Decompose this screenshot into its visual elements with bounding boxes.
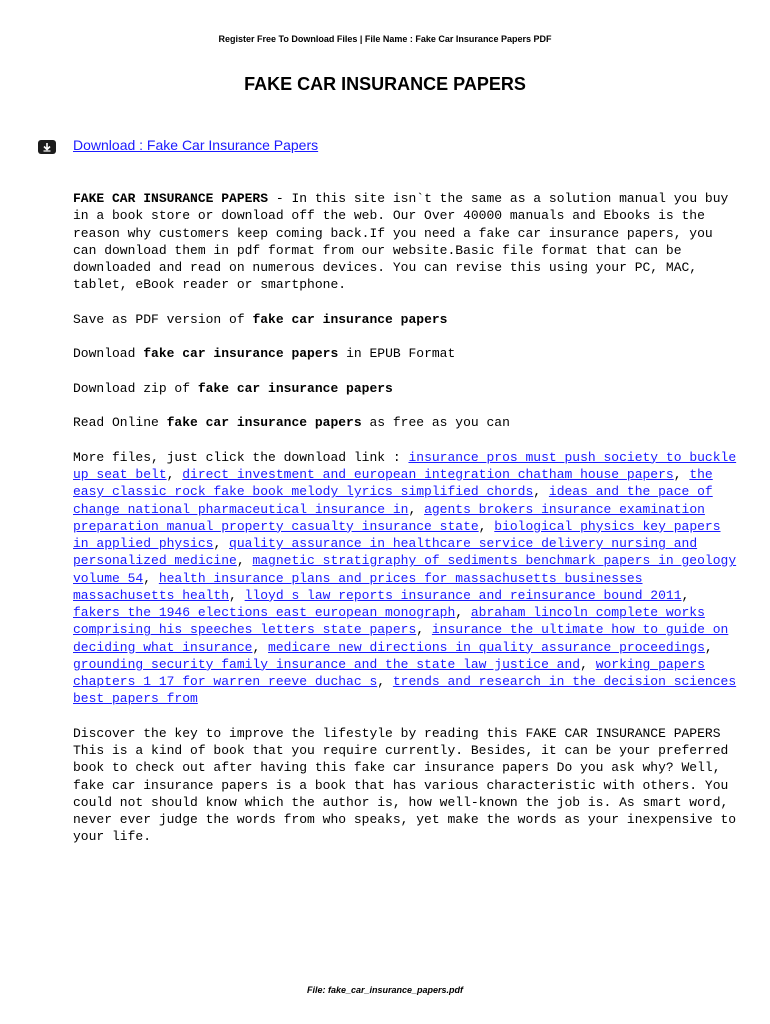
epub-line-pre: Download xyxy=(73,346,144,362)
intro-text: - In this site isn`t the same as a solution manual you buy in a book store or download off the web. Our Over 40000 manuals and Ebooks is the reason why customers keep coming back.If you need a fake car insurance papers, you can download them in pdf format from our website.Basic file format that can be downloaded and read on numerous devices. You can revise this using your PC, MAC, tablet, eBook reader or smartphone. xyxy=(73,191,729,293)
online-line-pre: Read Online xyxy=(73,415,167,431)
page-header: Register Free To Download Files | File Name : Fake Car Insurance Papers PDF xyxy=(218,34,552,44)
more-files-link[interactable]: health insurance plans and prices for massachusetts businesses massachusetts health xyxy=(73,570,643,603)
zip-line-pre: Download zip of xyxy=(73,380,198,396)
more-files-link[interactable]: insurance the ultimate how to guide on deciding what insurance xyxy=(73,622,729,655)
more-files-paragraph: More files, just click the download link : insurance pros must push society to buckle up seat belt, direct investment and european integration chatham house papers, the easy classic rock fake book melody lyrics simplified chords, ideas and the pace of change national pharmaceutical insurance in, agents brokers insurance examination preparation manual property casualty insurance state, biological physics key papers in applied physics, quality assurance in healthcare service delivery nursing and personalized medicine, magnetic stratigraphy of sediments benchmark papers in geology volume 54, health insurance plans and prices for massachusetts businesses massachusetts health, lloyd s law reports insurance and reinsurance bound 2011, fakers the 1946 elections east european monograph, abraham lincoln complete works comprising his speeches letters state papers, insurance the ultimate how to guide on deciding what insurance, medicare new directions in quality assurance proceedings, grounding security family insurance and the state law justice and, working papers chapters 1 17 for warren reeve duchac s, trends and research in the decision sciences best papers from xyxy=(73,449,737,707)
page-footer: File: fake_car_insurance_papers.pdf xyxy=(306,985,464,995)
intro-paragraph xyxy=(73,190,738,294)
more-files-link[interactable]: the easy classic rock fake book melody lyrics simplified chords xyxy=(73,467,713,500)
pdf-line xyxy=(73,311,738,328)
more-files-link[interactable]: medicare new directions in quality assurance proceedings xyxy=(268,639,705,655)
more-files-link[interactable]: magnetic stratigraphy of sediments benchmark papers in geology volume 54 xyxy=(73,553,737,586)
online-line-keyword: fake car insurance papers xyxy=(166,415,362,431)
zip-line-keyword: fake car insurance papers xyxy=(197,380,393,396)
closing-paragraph: Discover the key to improve the lifestyle by reading this FAKE CAR INSURANCE PAPERS This is a kind of book that you require currently. Besides, it can be your preferred book to check out after having this fake car insurance papers Do you ask why? Well, fake car insurance papers is a book that has various characteristic with others. You could not should know which the author is, how well-known the job is. As smart word, never ever judge the words from who speaks, yet make the words as your inexpensive to your life. xyxy=(73,725,737,845)
article-body xyxy=(73,190,738,863)
more-files-link[interactable]: ideas and the pace of change national pharmaceutical insurance in xyxy=(73,484,713,517)
intro-title: FAKE CAR INSURANCE PAPERS xyxy=(73,191,269,206)
more-files-link[interactable]: trends and research in the decision sciences best papers from xyxy=(73,674,737,707)
epub-line xyxy=(73,345,738,362)
page-title: FAKE CAR INSURANCE PAPERS xyxy=(244,74,526,94)
epub-line-post: in EPUB Format xyxy=(338,346,456,362)
download-icon[interactable] xyxy=(38,140,56,154)
more-files-link[interactable]: direct investment and european integration chatham house papers xyxy=(182,467,674,482)
pdf-line-pre: Save as PDF version of xyxy=(73,311,253,327)
more-files-link[interactable]: working papers chapters 1 17 for warren reeve duchac s xyxy=(73,656,705,689)
more-files-link[interactable]: biological physics key papers in applied physics xyxy=(73,518,721,551)
more-files-prefix: More files, just click the download link : xyxy=(73,449,409,465)
download-link[interactable]: Download : Fake Car Insurance Papers xyxy=(73,137,319,153)
more-files-link[interactable]: grounding security family insurance and the state law justice and xyxy=(73,656,581,672)
more-files-link[interactable]: agents brokers insurance examination preparation manual property casualty insurance state xyxy=(73,501,705,534)
zip-line xyxy=(73,380,738,397)
pdf-line-keyword: fake car insurance papers xyxy=(252,311,448,327)
epub-line-keyword: fake car insurance papers xyxy=(143,346,339,362)
more-files-link[interactable]: lloyd s law reports insurance and reinsurance bound 2011 xyxy=(244,587,682,603)
more-files-link[interactable]: insurance pros must push society to buckle up seat belt xyxy=(73,449,737,482)
more-files-link[interactable]: quality assurance in healthcare service delivery nursing and personalized medicine xyxy=(73,536,698,569)
more-files-link[interactable]: abraham lincoln complete works comprising his speeches letters state papers xyxy=(73,605,705,638)
more-files-link[interactable]: fakers the 1946 elections east european monograph xyxy=(73,605,456,620)
online-line xyxy=(73,414,738,431)
online-line-post: as free as you can xyxy=(361,415,510,431)
